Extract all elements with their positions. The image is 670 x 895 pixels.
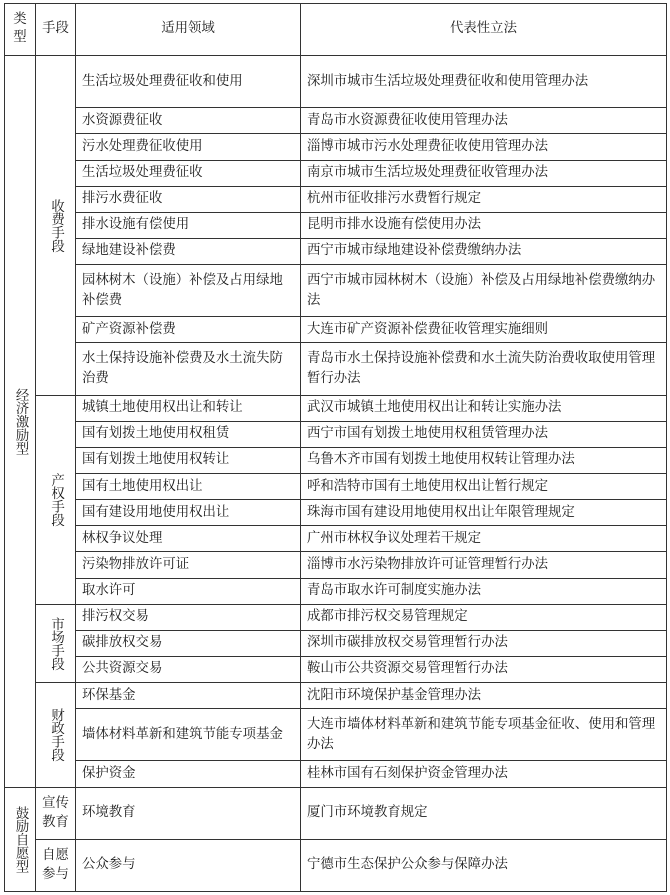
field-cell: 国有建设用地使用权出让 — [76, 500, 301, 526]
field-cell: 污水处理费征收使用 — [76, 134, 301, 160]
table-row — [5, 317, 667, 343]
table-row — [5, 578, 667, 604]
table-header-row — [5, 4, 667, 56]
table-row — [5, 787, 667, 839]
means-cell: 自愿参与 — [36, 839, 76, 891]
field-cell: 排污水费征收 — [76, 186, 301, 212]
table-row — [5, 839, 667, 891]
means-cell: 宣传教育 — [36, 787, 76, 839]
law-cell: 珠海市国有建设用地使用权出让年限管理规定 — [301, 500, 667, 526]
law-cell: 西宁市城市园林树木（设施）补偿及占用绿地补偿费缴纳办法 — [301, 265, 667, 317]
field-cell: 国有划拨土地使用权转让 — [76, 447, 301, 473]
table-row — [5, 186, 667, 212]
field-cell: 保护资金 — [76, 761, 301, 787]
table-row — [5, 500, 667, 526]
law-cell: 大连市墙体材料革新和建筑节能专项基金征收、使用和管理办法 — [301, 709, 667, 761]
type-cell: 鼓励自愿型 — [5, 787, 36, 892]
law-cell: 淄博市水污染物排放许可证管理暂行办法 — [301, 552, 667, 578]
table-row — [5, 212, 667, 238]
table-row — [5, 108, 667, 134]
table-row — [5, 656, 667, 682]
table-row — [5, 474, 667, 500]
table-row — [5, 343, 667, 395]
field-cell: 环保基金 — [76, 683, 301, 709]
table-row — [5, 709, 667, 761]
header-law: 代表性立法 — [301, 4, 667, 56]
table-row — [5, 552, 667, 578]
field-cell: 水资源费征收 — [76, 108, 301, 134]
law-cell: 厦门市环境教育规定 — [301, 787, 667, 839]
law-cell: 宁德市生态保护公众参与保障办法 — [301, 839, 667, 891]
table-row — [5, 761, 667, 787]
means-cell: 财政手段 — [36, 683, 76, 788]
law-cell: 成都市排污权交易管理规定 — [301, 604, 667, 630]
table-row — [5, 683, 667, 709]
law-cell: 青岛市取水许可制度实施办法 — [301, 578, 667, 604]
table-body — [5, 56, 667, 892]
law-cell: 乌鲁木齐市国有划拨土地使用权转让管理办法 — [301, 447, 667, 473]
means-cell: 市场手段 — [36, 604, 76, 682]
field-cell: 绿地建设补偿费 — [76, 238, 301, 264]
table-row — [5, 265, 667, 317]
field-cell: 国有土地使用权出让 — [76, 474, 301, 500]
field-cell: 国有划拨土地使用权租赁 — [76, 421, 301, 447]
field-cell: 污染物排放许可证 — [76, 552, 301, 578]
field-cell: 环境教育 — [76, 787, 301, 839]
header-means: 手段 — [36, 4, 76, 56]
law-cell: 深圳市城市生活垃圾处理费征收和使用管理办法 — [301, 56, 667, 108]
field-cell: 城镇土地使用权出让和转让 — [76, 395, 301, 421]
legislation-table — [4, 3, 667, 892]
table-row — [5, 630, 667, 656]
table-row — [5, 160, 667, 186]
table-row — [5, 134, 667, 160]
header-type: 类型 — [5, 4, 36, 56]
field-cell: 矿产资源补偿费 — [76, 317, 301, 343]
law-cell: 广州市林权争议处理若干规定 — [301, 526, 667, 552]
law-cell: 青岛市水资源费征收使用管理办法 — [301, 108, 667, 134]
field-cell: 生活垃圾处理费征收 — [76, 160, 301, 186]
field-cell: 园林树木（设施）补偿及占用绿地补偿费 — [76, 265, 301, 317]
field-cell: 生活垃圾处理费征收和使用 — [76, 56, 301, 108]
law-cell: 南京市城市生活垃圾处理费征收管理办法 — [301, 160, 667, 186]
field-cell: 公共资源交易 — [76, 656, 301, 682]
law-cell: 呼和浩特市国有土地使用权出让暂行规定 — [301, 474, 667, 500]
field-cell: 林权争议处理 — [76, 526, 301, 552]
law-cell: 鞍山市公共资源交易管理暂行办法 — [301, 656, 667, 682]
table-row — [5, 56, 667, 108]
law-cell: 大连市矿产资源补偿费征收管理实施细则 — [301, 317, 667, 343]
type-cell: 经济激励型 — [5, 56, 36, 788]
field-cell: 墙体材料革新和建筑节能专项基金 — [76, 709, 301, 761]
field-cell: 碳排放权交易 — [76, 630, 301, 656]
table-row — [5, 238, 667, 264]
table-row — [5, 395, 667, 421]
table-row — [5, 526, 667, 552]
field-cell: 公众参与 — [76, 839, 301, 891]
table-row — [5, 421, 667, 447]
law-cell: 深圳市碳排放权交易管理暂行办法 — [301, 630, 667, 656]
means-cell: 收费手段 — [36, 56, 76, 396]
field-cell: 排污权交易 — [76, 604, 301, 630]
field-cell: 取水许可 — [76, 578, 301, 604]
means-cell: 产权手段 — [36, 395, 76, 604]
law-cell: 西宁市城市绿地建设补偿费缴纳办法 — [301, 238, 667, 264]
field-cell: 水土保持设施补偿费及水土流失防治费 — [76, 343, 301, 395]
law-cell: 武汉市城镇土地使用权出让和转让实施办法 — [301, 395, 667, 421]
law-cell: 淄博市城市污水处理费征收使用管理办法 — [301, 134, 667, 160]
table-row — [5, 604, 667, 630]
field-cell: 排水设施有偿使用 — [76, 212, 301, 238]
table-row — [5, 447, 667, 473]
law-cell: 沈阳市环境保护基金管理办法 — [301, 683, 667, 709]
header-field: 适用领域 — [76, 4, 301, 56]
law-cell: 青岛市水土保持设施补偿费和水土流失防治费收取使用管理暂行办法 — [301, 343, 667, 395]
law-cell: 桂林市国有石刻保护资金管理办法 — [301, 761, 667, 787]
law-cell: 杭州市征收排污水费暂行规定 — [301, 186, 667, 212]
law-cell: 昆明市排水设施有偿使用办法 — [301, 212, 667, 238]
law-cell: 西宁市国有划拨土地使用权租赁管理办法 — [301, 421, 667, 447]
